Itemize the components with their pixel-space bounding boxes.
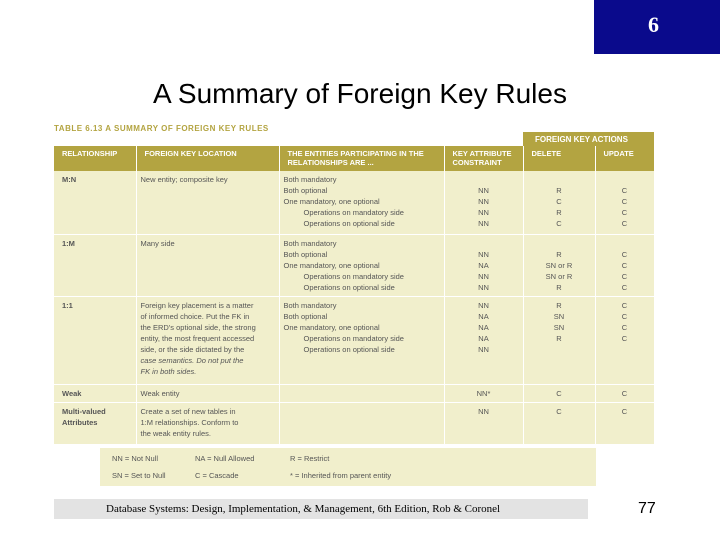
delete-value: SN or R	[545, 260, 573, 270]
constraint-value: NN	[478, 208, 489, 217]
legend-item: R = Restrict	[290, 454, 330, 463]
column-header: RELATIONSHIP	[54, 146, 136, 171]
update-value: C	[621, 388, 628, 398]
update-value: C	[621, 300, 628, 310]
update-cell	[595, 171, 654, 234]
location-line: New entity; composite key	[140, 175, 228, 184]
update-value: C	[621, 219, 628, 228]
entities-line: Both optional	[283, 249, 328, 259]
entities-line: Operations on optional side	[303, 282, 395, 292]
entities-line: Both mandatory	[283, 175, 337, 184]
update-value: C	[621, 333, 628, 343]
legend-item: SN = Set to Null	[112, 471, 166, 480]
update-cell	[595, 402, 654, 444]
update-cell	[595, 384, 654, 402]
column-header: DELETE	[523, 146, 595, 171]
constraint-value: NA	[478, 322, 489, 332]
entities-line: Operations on mandatory side	[303, 271, 404, 281]
location-line: case semantics. Do not put the	[140, 355, 244, 365]
table-header-row	[54, 146, 654, 171]
constraint-cell	[444, 234, 523, 296]
relationship-cell: 1:M	[54, 234, 136, 296]
delete-cell	[523, 234, 595, 296]
entities-cell	[279, 384, 444, 402]
delete-value: C	[556, 406, 562, 416]
location-cell	[136, 234, 279, 296]
column-header: UPDATE	[595, 146, 654, 171]
legend-item: C = Cascade	[195, 471, 239, 480]
update-value	[600, 238, 650, 249]
delete-value: R	[556, 208, 562, 217]
delete-value: C	[556, 197, 562, 206]
constraint-cell	[444, 296, 523, 384]
constraint-value: NN	[478, 197, 489, 206]
delete-value: R	[556, 333, 562, 343]
entities-line: Both optional	[283, 186, 328, 195]
delete-value	[528, 174, 591, 185]
location-line: Many side	[140, 238, 175, 248]
entities-line: Both mandatory	[283, 238, 337, 248]
entities-line: Operations on optional side	[303, 219, 395, 228]
update-value: C	[621, 186, 628, 195]
footer-citation: Database Systems: Design, Implementation, & Management, 6th Edition, Rob & Coronel	[54, 499, 588, 519]
table-row	[54, 171, 654, 234]
constraint-value: NA	[478, 311, 489, 321]
entities-cell	[279, 296, 444, 384]
table-row	[54, 402, 654, 444]
delete-value: R	[556, 186, 562, 195]
constraint-value: NA	[478, 333, 489, 343]
update-value: C	[621, 260, 628, 270]
entities-cell	[279, 402, 444, 444]
entities-line: One mandatory, one optional	[283, 197, 380, 206]
constraint-cell	[444, 402, 523, 444]
column-header: FOREIGN KEY LOCATION	[136, 146, 279, 171]
relationship-cell: M:N	[54, 171, 136, 234]
delete-value: C	[556, 388, 562, 398]
column-header: THE ENTITIES PARTICIPATING IN THE RELATIONSHIPS ARE ...	[279, 146, 444, 171]
delete-value: R	[556, 300, 562, 310]
constraint-cell	[444, 384, 523, 402]
update-value: C	[621, 406, 628, 416]
update-value: C	[621, 282, 628, 292]
location-line: the ERD's optional side, the strong	[140, 322, 256, 332]
location-line: 1:M relationships. Conform to	[140, 417, 239, 427]
page-number: 77	[638, 500, 656, 517]
legend-item: NA = Null Allowed	[195, 454, 255, 463]
constraint-value: NN	[478, 282, 489, 292]
constraint-cell	[444, 171, 523, 234]
table-row	[54, 384, 654, 402]
constraint-value	[449, 174, 519, 185]
table-caption: TABLE 6.13 A SUMMARY OF FOREIGN KEY RULES	[54, 124, 269, 133]
entities-line: One mandatory, one optional	[283, 260, 380, 270]
location-cell	[136, 402, 279, 444]
location-cell	[136, 171, 279, 234]
entities-cell	[279, 171, 444, 234]
update-value: C	[621, 311, 628, 321]
location-line: of informed choice. Put the FK in	[140, 311, 250, 321]
update-value: C	[621, 197, 628, 206]
legend-item: * = Inherited from parent entity	[290, 471, 392, 480]
delete-cell	[523, 402, 595, 444]
constraint-value: NN	[478, 300, 489, 310]
entities-line: Operations on mandatory side	[303, 208, 404, 217]
delete-value: SN or R	[545, 271, 573, 281]
delete-value: SN	[553, 322, 565, 332]
location-line: the weak entity rules.	[140, 428, 211, 438]
relationship-cell: Weak	[54, 384, 136, 402]
constraint-value: NN*	[476, 388, 491, 398]
legend-item: NN = Not Null	[112, 454, 159, 463]
entities-line: Operations on optional side	[303, 344, 395, 354]
rules-table	[54, 146, 655, 445]
delete-value: SN	[553, 311, 565, 321]
location-line: side, or the side dictated by the	[140, 344, 245, 354]
location-cell	[136, 384, 279, 402]
delete-value: C	[556, 219, 562, 228]
constraint-value: NA	[478, 260, 489, 270]
location-cell	[136, 296, 279, 384]
foreign-key-actions-header: FOREIGN KEY ACTIONS	[523, 132, 654, 146]
slide-title: A Summary of Foreign Key Rules	[153, 78, 567, 109]
update-value: C	[621, 249, 628, 259]
update-value: C	[621, 322, 628, 332]
delete-value: R	[556, 249, 562, 259]
location-line: Weak entity	[140, 388, 180, 398]
constraint-value: NN	[478, 186, 489, 195]
constraint-value	[449, 238, 519, 249]
constraint-value: NN	[478, 249, 489, 259]
delete-value	[528, 238, 591, 249]
update-cell	[595, 234, 654, 296]
relationship-cell: 1:1	[54, 296, 136, 384]
location-line: Foreign key placement is a matter	[140, 300, 254, 310]
entities-line: Both optional	[283, 311, 328, 321]
update-value: C	[621, 271, 628, 281]
delete-value: R	[556, 282, 562, 292]
entities-cell	[279, 234, 444, 296]
relationship-cell: Multi-valued Attributes	[54, 402, 136, 444]
constraint-value: NN	[478, 219, 489, 228]
chapter-number: 6	[648, 12, 659, 37]
delete-cell	[523, 384, 595, 402]
table-row	[54, 234, 654, 296]
location-line: Create a set of new tables in	[140, 406, 236, 416]
constraint-value: NN	[478, 344, 489, 354]
column-header: KEY ATTRIBUTE CONSTRAINT	[444, 146, 523, 171]
update-value: C	[621, 208, 628, 217]
update-value	[600, 174, 650, 185]
location-line: entity, the most frequent accessed	[140, 333, 255, 343]
update-cell	[595, 296, 654, 384]
entities-line: Operations on mandatory side	[303, 333, 404, 343]
location-line: FK in both sides.	[140, 366, 197, 376]
entities-line: One mandatory, one optional	[283, 322, 380, 332]
delete-cell	[523, 171, 595, 234]
table-row	[54, 296, 654, 384]
constraint-value: NN	[478, 406, 489, 416]
constraint-value: NN	[478, 271, 489, 281]
entities-line: Both mandatory	[283, 300, 337, 310]
table-legend	[100, 448, 596, 486]
chapter-badge	[594, 0, 720, 54]
delete-cell	[523, 296, 595, 384]
